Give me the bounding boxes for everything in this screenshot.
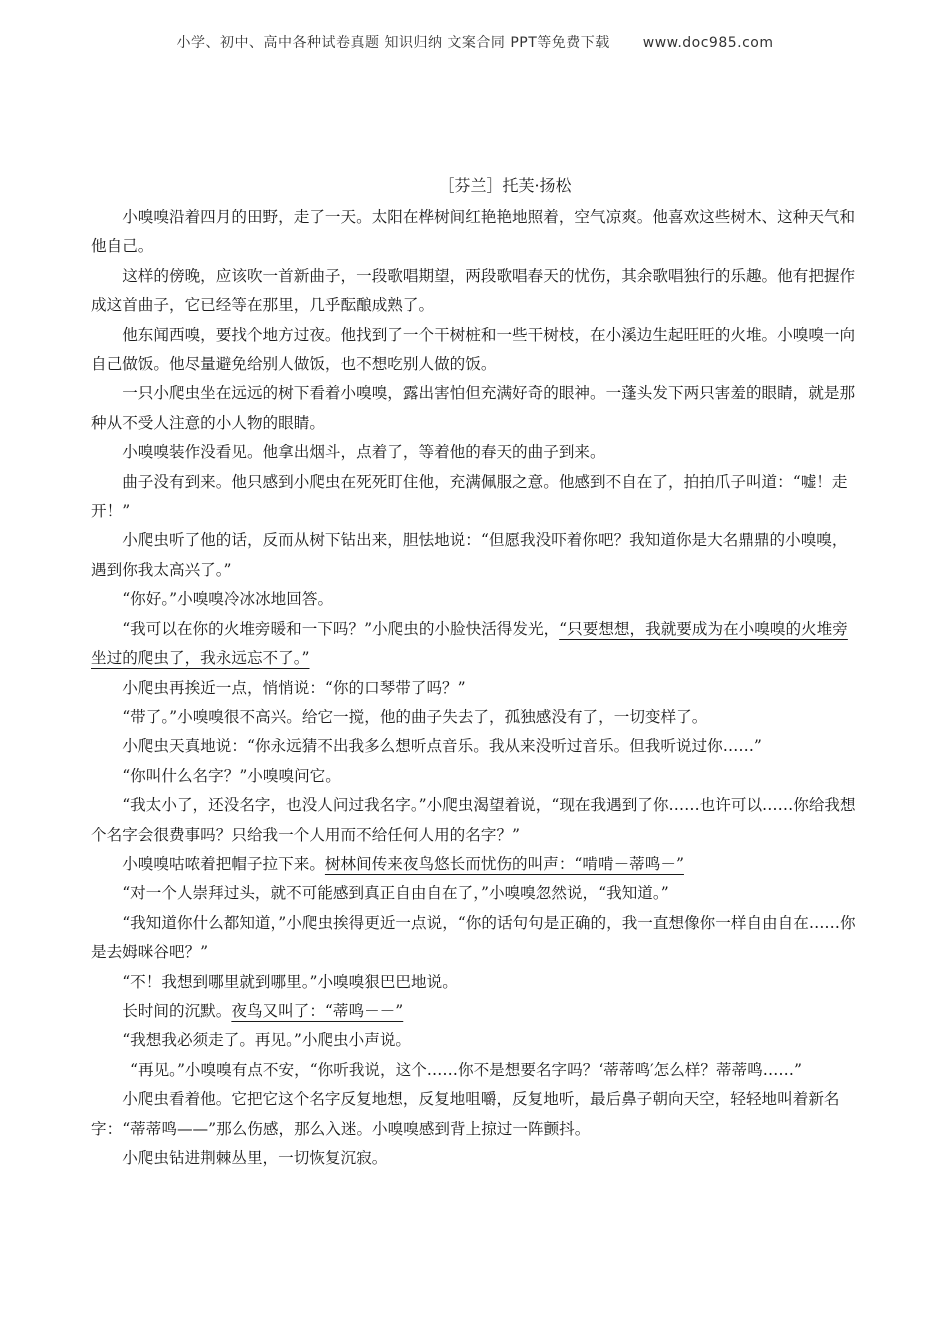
paragraph bbox=[91, 703, 859, 732]
paragraph-text: “我太小了，还没名字，也没人问过我名字。”小爬虫渴望着说，“现在我遇到了你……也许可以……你给我想个名字会很费事吗？只给我一个人用而不给任何人用的名字？” bbox=[91, 796, 856, 844]
paragraph-text: 小爬虫听了他的话，反而从树下钻出来，胆怯地说：“但愿我没吓着你吧？我知道你是大名鼎鼎的小嗅嗅，遇到你我太高兴了。” bbox=[91, 531, 848, 579]
paragraph bbox=[91, 1085, 859, 1144]
paragraph bbox=[91, 321, 859, 380]
paragraph bbox=[91, 526, 859, 585]
paragraph bbox=[91, 262, 859, 321]
paragraph bbox=[91, 968, 859, 997]
underlined-sentence: “只要想想，我就要成为在小嗅嗅的火堆旁坐过的爬虫了，我永远忘不了。” bbox=[91, 619, 848, 668]
paragraph bbox=[91, 850, 859, 879]
paragraph bbox=[91, 203, 859, 262]
underlined-sentence: 树林间传来夜鸟悠长而忧伤的叫声：“啃啃－蒂鸣－” bbox=[324, 854, 684, 873]
paragraph bbox=[91, 791, 859, 850]
paragraph bbox=[91, 909, 859, 968]
paragraph bbox=[91, 997, 859, 1026]
paragraph-text: “你好。”小嗅嗅冷冰冰地回答。 bbox=[122, 590, 334, 609]
paragraph-text: 小嗅嗅咕哝着把帽子拉下来。 bbox=[122, 854, 325, 873]
article-body bbox=[91, 203, 859, 1173]
paragraph bbox=[91, 379, 859, 438]
paragraph bbox=[91, 1026, 859, 1055]
paragraph bbox=[91, 615, 859, 674]
header-site-link[interactable]: www.doc985.com bbox=[642, 35, 774, 51]
page-header bbox=[0, 32, 950, 52]
paragraph-text: 长时间的沉默。 bbox=[122, 1001, 232, 1020]
paragraph-text: “对一个人崇拜过头，就不可能感到真正自由自在了，”小嗅嗅忽然说，“我知道。” bbox=[122, 884, 669, 903]
paragraph-text: “你叫什么名字？”小嗅嗅问它。 bbox=[122, 766, 341, 785]
paragraph bbox=[91, 1056, 859, 1085]
underlined-sentence: 夜鸟又叫了：“蒂鸣－－” bbox=[231, 1001, 404, 1020]
paragraph bbox=[91, 468, 859, 527]
paragraph-text: 一只小爬虫坐在远远的树下看着小嗅嗅，露出害怕但充满好奇的眼神。一蓬头发下两只害羞的眼睛，就是那种从不受人注意的小人物的眼睛。 bbox=[91, 384, 856, 432]
paragraph bbox=[91, 879, 859, 908]
paragraph-text: 小嗅嗅沿着四月的田野，走了一天。太阳在桦树间红艳艳地照着，空气凉爽。他喜欢这些树木、这种天气和他自己。 bbox=[91, 208, 856, 256]
paragraph-text: “不！我想到哪里就到哪里。”小嗅嗅狠巴巴地说。 bbox=[122, 972, 458, 991]
paragraph-text: 小爬虫再挨近一点，悄悄说：“你的口琴带了吗？” bbox=[122, 678, 466, 697]
paragraph bbox=[91, 585, 859, 614]
paragraph-text: 小爬虫看着他。它把它这个名字反复地想，反复地咀嚼，反复地听，最后鼻子朝向天空，轻轻地叫着新名字：“蒂蒂鸣——”那么伤感，那么入迷。小嗅嗅感到背上掠过一阵颤抖。 bbox=[91, 1090, 840, 1138]
author-line: ［芬兰］托芙·扬松 bbox=[438, 176, 572, 195]
paragraph-text: “我想我必须走了。再见。”小爬虫小声说。 bbox=[122, 1031, 412, 1050]
paragraph-text: “我可以在你的火堆旁暖和一下吗？”小爬虫的小脸快活得发光， bbox=[122, 619, 560, 638]
paragraph-text: 这样的傍晚，应该吹一首新曲子，一段歌唱期望，两段歌唱春天的忧伤，其余歌唱独行的乐趣。他有把握作成这首曲子，它已经等在那里，几乎酝酿成熟了。 bbox=[91, 266, 856, 315]
paragraph bbox=[91, 438, 859, 467]
paragraph-text: “带了。”小嗅嗅很不高兴。给它一搅，他的曲子失去了，孤独感没有了，一切变样了。 bbox=[122, 707, 708, 726]
paragraph bbox=[91, 674, 859, 703]
paragraph-text: “再见。”小嗅嗅有点不安，“你听我说，这个……你不是想要名字吗？‘蒂蒂鸣′怎么样？蒂蒂鸣……” bbox=[130, 1060, 802, 1079]
paragraph bbox=[91, 1144, 859, 1173]
paragraph bbox=[91, 732, 859, 761]
paragraph-text: 小爬虫天真地说：“你永远猜不出我多么想听点音乐。我从来没听过音乐。但我听说过你……” bbox=[122, 737, 762, 756]
paragraph-text: “我知道你什么都知道，”小爬虫挨得更近一点说，“你的话句句是正确的，我一直想像你一样自由自在……你是去姆咪谷吧？” bbox=[91, 913, 856, 962]
paragraph-text: 小爬虫钻进荆棘丛里，一切恢复沉寂。 bbox=[122, 1149, 388, 1167]
paragraph-text: 小嗅嗅装作没看见。他拿出烟斗，点着了，等着他的春天的曲子到来。 bbox=[122, 443, 606, 462]
header-text: 小学、初中、高中各种试卷真题 知识归纳 文案合同 PPT等免费下载 bbox=[176, 35, 610, 51]
paragraph-text: 曲子没有到来。他只感到小爬虫在死死盯住他，充满佩服之意。他感到不自在了，拍拍爪子叫道：“嘘！走开！” bbox=[91, 472, 848, 521]
paragraph-text: 他东闻西嗅，要找个地方过夜。他找到了一个干树桩和一些干树枝，在小溪边生起旺旺的火堆。小嗅嗅一向自己做饭。他尽量避免给别人做饭，也不想吃别人做的饭。 bbox=[91, 325, 856, 374]
paragraph bbox=[91, 762, 859, 791]
